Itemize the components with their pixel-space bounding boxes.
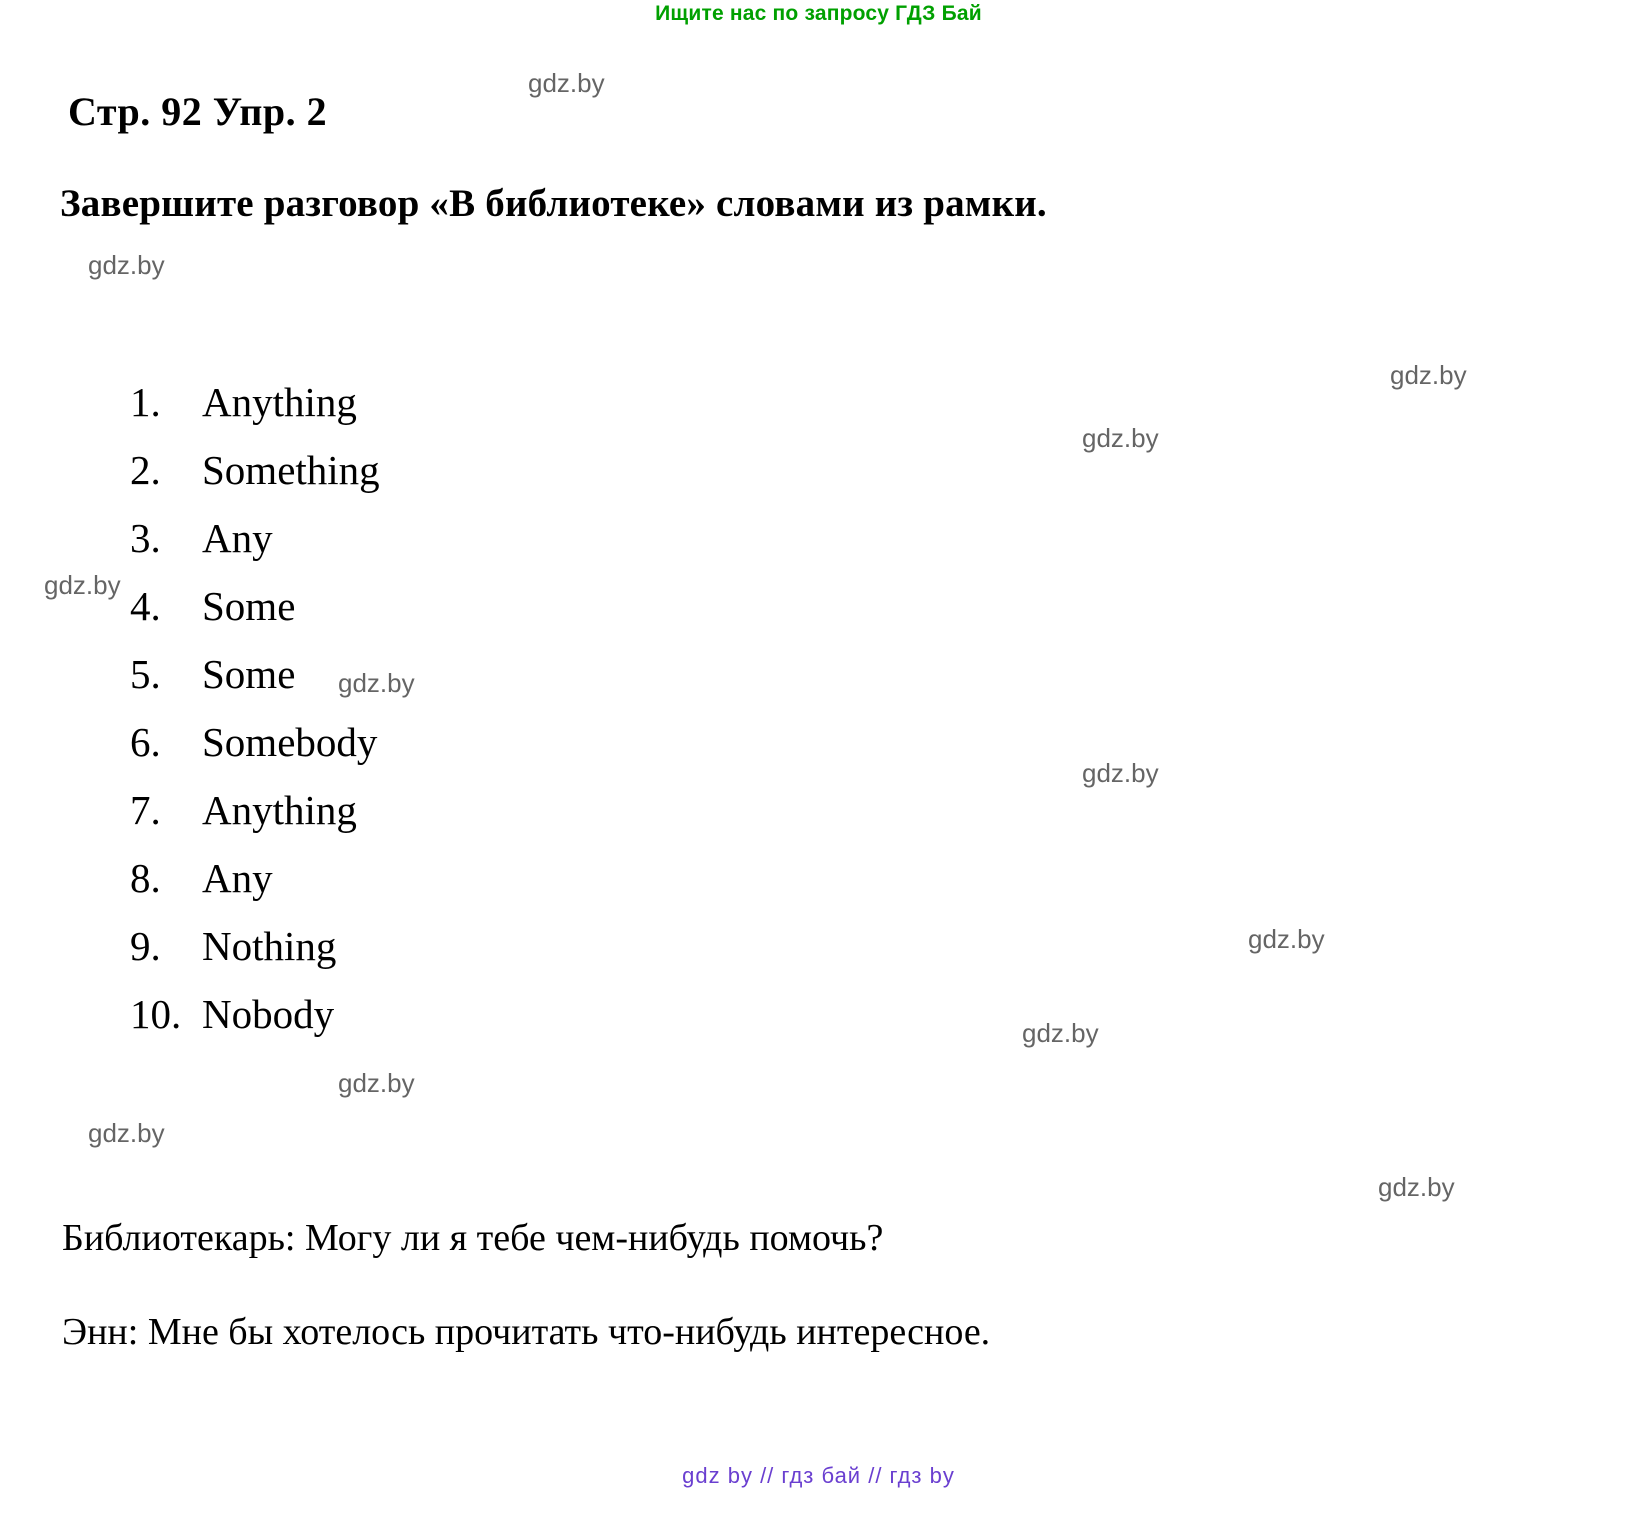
answer-text: Nothing — [202, 923, 337, 969]
watermark-text: gdz.by — [338, 1068, 415, 1098]
list-item — [130, 990, 730, 1058]
list-item — [130, 718, 730, 786]
watermark-text: gdz.by — [528, 68, 605, 98]
dialog-line-ann: Энн: Мне бы хотелось прочитать что-нибудь интересное. — [62, 1311, 991, 1353]
answer-text: Anything — [202, 787, 357, 833]
answer-number: 8. — [130, 855, 161, 901]
answer-number: 2. — [130, 447, 161, 493]
list-item — [130, 446, 730, 514]
answer-text: Some — [202, 651, 296, 697]
list-item — [130, 922, 730, 990]
watermark-text: gdz.by — [88, 250, 165, 280]
answer-text: Something — [202, 447, 380, 493]
watermark-text: gdz.by — [1082, 758, 1159, 788]
answers-list — [130, 378, 730, 1058]
list-item — [130, 786, 730, 854]
answer-number: 10. — [130, 991, 182, 1037]
list-item — [130, 582, 730, 650]
answer-number: 7. — [130, 787, 161, 833]
dialog-line-librarian: Библиотекарь: Могу ли я тебе чем-нибудь помочь? — [62, 1217, 884, 1259]
list-item — [130, 650, 730, 718]
watermark-text: gdz.by — [1082, 423, 1159, 453]
answer-number: 1. — [130, 379, 161, 425]
site-footer: gdz by // гдз бай // гдз by — [682, 1463, 955, 1488]
answer-number: 5. — [130, 651, 161, 697]
answer-text: Somebody — [202, 719, 378, 765]
list-item — [130, 514, 730, 582]
answer-text: Any — [202, 855, 273, 901]
page-title: Стр. 92 Упр. 2 — [68, 89, 328, 134]
watermark-text: gdz.by — [88, 1118, 165, 1148]
answer-text: Nobody — [202, 991, 335, 1037]
watermark-text: gdz.by — [44, 570, 121, 600]
site-promo-banner: Ищите нас по запросу ГДЗ Бай — [655, 2, 982, 25]
answer-number: 6. — [130, 719, 161, 765]
answer-number: 3. — [130, 515, 161, 561]
watermark-text: gdz.by — [1248, 924, 1325, 954]
watermark-text: gdz.by — [1378, 1172, 1455, 1202]
list-item — [130, 854, 730, 922]
watermark-text: gdz.by — [1022, 1018, 1099, 1048]
answer-text: Some — [202, 583, 296, 629]
answer-number: 4. — [130, 583, 161, 629]
answer-number: 9. — [130, 923, 161, 969]
list-item — [130, 378, 730, 446]
answer-text: Any — [202, 515, 273, 561]
watermark-text: gdz.by — [1390, 360, 1467, 390]
task-instruction: Завершите разговор «В библиотеке» словами из рамки. — [60, 182, 1047, 225]
answer-text: Anything — [202, 379, 357, 425]
watermark-text: gdz.by — [338, 668, 415, 698]
